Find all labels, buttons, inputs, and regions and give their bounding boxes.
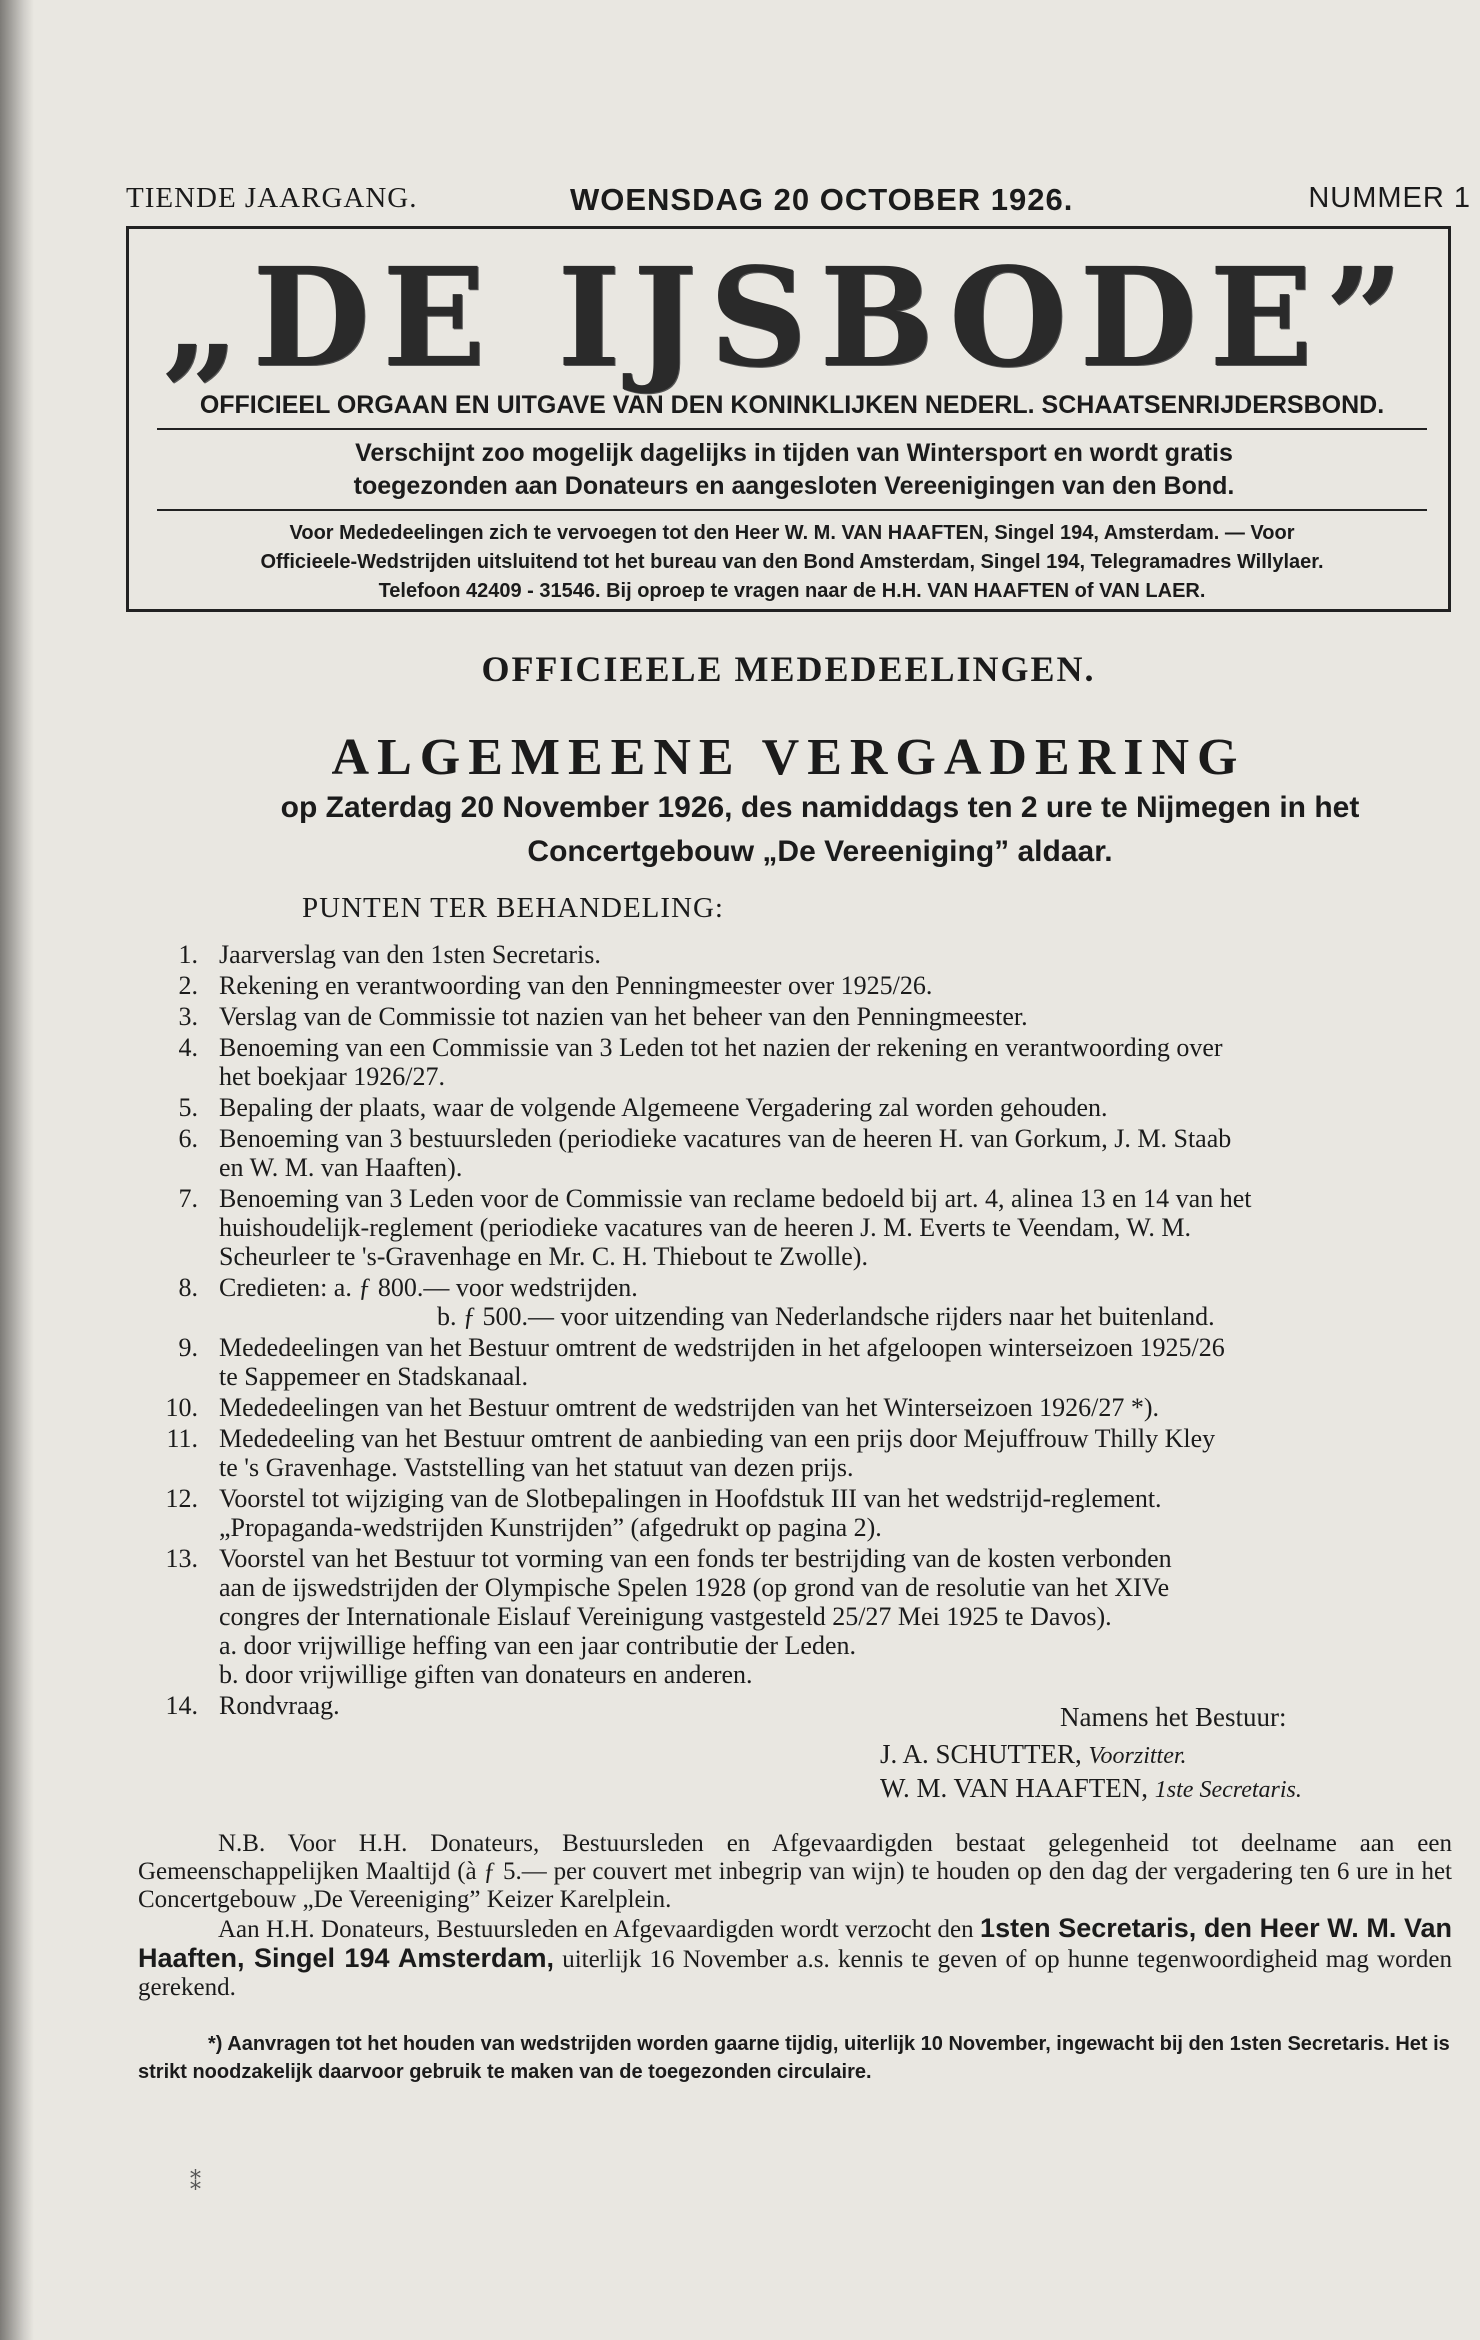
agenda-item-text: het boekjaar 1926/27.	[219, 1062, 445, 1091]
agenda-item	[126, 971, 1476, 1000]
masthead	[126, 226, 1451, 612]
nb-paragraph-1: N.B. Voor H.H. Donateurs, Bestuursleden en Afgevaardigden bestaat gelegenheid tot deelname aan een Gemeenschappelijken Maaltijd (à ƒ 5.— per couvert met inbegrip van wijn) te houden op den dag der vergadering ten 6 ure in het Concertgebouw „De Vereeniging” Keizer Karelplein.	[138, 1830, 1452, 1913]
agenda-item-number: 1.	[178, 940, 198, 969]
agenda-item-text: Bepaling der plaats, waar de volgende Algemeene Vergadering zal worden gehouden.	[219, 1093, 1108, 1122]
print-smudge-icon: ⁑	[190, 2170, 201, 2195]
appearance-note	[189, 437, 1399, 503]
agenda-item-text: Jaarverslag van den 1sten Secretaris.	[219, 940, 601, 969]
agenda-item-text: Scheurleer te 's-Gravenhage en Mr. C. H. Thiebout te Zwolle).	[219, 1242, 868, 1271]
nb-paragraph-2	[138, 1914, 1452, 2002]
agenda-item-number: 2.	[178, 971, 198, 1000]
meeting-title: ALGEMEENE VERGADERING	[331, 729, 1246, 786]
agenda-item-text: congres der Internationale Eislauf Vereinigung vastgesteld 25/27 Mei 1925 te Davos).	[219, 1602, 1112, 1631]
agenda-item	[126, 1424, 1476, 1482]
agenda-item	[126, 1124, 1476, 1182]
appearance-line-2: toegezonden aan Donateurs en aangesloten Vereenigingen van den Bond.	[353, 472, 1235, 500]
nb-paragraph-2-bold: 1sten Secretaris, den Heer W. M. Van Haaften, Singel 194 Amsterdam,	[138, 1913, 1453, 1973]
meeting-subtitle	[160, 786, 1480, 874]
section-title: OFFICIEELE MEDEDEELINGEN.	[481, 649, 1096, 689]
agenda-item	[126, 1033, 1476, 1091]
agenda-item	[126, 1093, 1476, 1122]
agenda-item-text: Rekening en verantwoording van den Penningmeester over 1925/26.	[219, 971, 933, 1000]
signer-2-role: 1ste Secretaris.	[1154, 1777, 1302, 1803]
agenda-item	[126, 1333, 1476, 1391]
issue-number: NUMMER 1	[1308, 182, 1471, 214]
contact-line-1: Voor Mededeelingen zich te vervoegen tot den Heer W. M. VAN HAAFTEN, Singel 194, Amsterdam. — Voor	[289, 522, 1295, 544]
signer-2	[880, 1772, 1302, 1806]
agenda-item	[126, 1484, 1476, 1542]
agenda-item-text: Benoeming van 3 bestuursleden (periodieke vacatures van de heeren H. van Gorkum, J. M. Staab	[219, 1124, 1232, 1153]
issue-date: WOENSDAG 20 OCTOBER 1926.	[570, 182, 1074, 217]
agenda-item-text: Mededeelingen van het Bestuur omtrent de wedstrijden van het Winterseizoen 1926/27 *).	[219, 1393, 1159, 1422]
agenda-item-number: 13.	[165, 1544, 198, 1573]
nb-note	[138, 1830, 1452, 2002]
issue-header	[126, 182, 1471, 228]
agenda-item	[126, 940, 1476, 969]
agenda-item-number: 5.	[178, 1093, 198, 1122]
agenda-item-text: Voorstel van het Bestuur tot vorming van een fonds ter bestrijding van de kosten verbonden	[219, 1544, 1172, 1573]
agenda-item-extra: b. ƒ 500.— voor uitzending van Nederlandsche rijders naar het buitenland.	[437, 1302, 1215, 1331]
agenda-item-text: aan de ijswedstrijden der Olympische Spelen 1928 (op grond van de resolutie van het XIVe	[219, 1573, 1170, 1602]
agenda-item-number: 7.	[178, 1184, 198, 1213]
signer-1-name: J. A. SCHUTTER,	[880, 1739, 1082, 1769]
page-edge-shadow	[0, 0, 34, 2340]
agenda-item-text: Verslag van de Commissie tot nazien van het beheer van den Penningmeester.	[219, 1002, 1028, 1031]
signer-1	[880, 1738, 1302, 1772]
newspaper-title: „DE IJSBODE”	[161, 238, 1416, 398]
masthead-divider	[157, 509, 1427, 511]
meeting-subtitle-line-1: op Zaterdag 20 November 1926, des namiddags ten 2 ure te Nijmegen in het	[280, 791, 1360, 824]
agenda-item-text: Benoeming van een Commissie van 3 Leden tot het nazien der rekening en verantwoording over	[219, 1033, 1223, 1062]
contact-line-3: Telefoon 42409 - 31546. Bij oproep te vragen naar de H.H. VAN HAAFTEN of VAN LAER.	[378, 580, 1206, 602]
agenda-item-number: 11.	[166, 1424, 198, 1453]
newspaper-page	[40, 0, 1471, 2340]
agenda-item-text: te 's Gravenhage. Vaststelling van het statuut van dezen prijs.	[219, 1453, 854, 1482]
agenda-item-number: 8.	[178, 1273, 198, 1302]
agenda-item-text: Credieten: a. ƒ 800.— voor wedstrijden.	[219, 1273, 638, 1302]
agenda-item	[126, 1002, 1476, 1031]
agenda-item-number: 4.	[178, 1033, 198, 1062]
agenda-item-text: „Propaganda-wedstrijden Kunstrijden” (afgedrukt op pagina 2).	[219, 1513, 882, 1542]
signoff-label: Namens het Bestuur:	[1060, 1702, 1287, 1732]
meeting-subtitle-line-2: Concertgebouw „De Vereeniging” aldaar.	[527, 835, 1113, 868]
agenda-item-number: 9.	[178, 1333, 198, 1362]
agenda-item-number: 10.	[165, 1393, 198, 1422]
points-heading: PUNTEN TER BEHANDELING:	[302, 892, 724, 924]
agenda-list	[126, 940, 1476, 1722]
agenda-item-text: Rondvraag.	[219, 1691, 340, 1720]
agenda-item	[126, 1184, 1476, 1271]
contact-info	[157, 519, 1427, 606]
volume-label: TIENDE JAARGANG.	[126, 182, 418, 214]
agenda-item	[126, 1273, 1476, 1331]
contact-line-2: Officieele-Wedstrijden uitsluitend tot het bureau van den Bond Amsterdam, Singel 194, Telegramadres Willylaer.	[260, 551, 1324, 573]
agenda-item-number: 12.	[165, 1484, 198, 1513]
agenda-item-text: Voorstel tot wijziging van de Slotbepalingen in Hoofdstuk III van het wedstrijd-reglement.	[219, 1484, 1162, 1513]
agenda-item	[126, 1393, 1476, 1422]
agenda-item-text: Mededeelingen van het Bestuur omtrent de wedstrijden in het afgeloopen winterseizoen 1925/26	[219, 1333, 1225, 1362]
signer-1-role: Voorzitter.	[1088, 1743, 1187, 1769]
agenda-item-number: 6.	[178, 1124, 198, 1153]
organisation-line: OFFICIEEL ORGAAN EN UITGAVE VAN DEN KONINKLIJKEN NEDERL. SCHAATSENRIJDERSBOND.	[157, 391, 1427, 430]
agenda-item-text: en W. M. van Haaften).	[219, 1153, 463, 1182]
footnote: *) Aanvragen tot het houden van wedstrijden worden gaarne tijdig, uiterlijk 10 November, ingewacht bij den 1sten Secretaris. Het is strikt noodzakelijk daarvoor gebruik te maken van de toegezonden circulaire.	[138, 2033, 1450, 2083]
signer-2-name: W. M. VAN HAAFTEN,	[880, 1773, 1149, 1803]
agenda-item-text: Benoeming van 3 Leden voor de Commissie van reclame bedoeld bij art. 4, alinea 13 en 14 van het	[219, 1184, 1252, 1213]
agenda-item-text: a. door vrijwillige heffing van een jaar contributie der Leden.	[219, 1631, 856, 1660]
agenda-item-text: Mededeeling van het Bestuur omtrent de aanbieding van een prijs door Mejuffrouw Thilly Kley	[219, 1424, 1216, 1453]
nb-paragraph-2-end: uiterlijk 16 November a.s. kennis te geven of op hunne tegenwoordigheid mag worden gerekend.	[138, 1946, 1452, 2001]
appearance-line-1: Verschijnt zoo mogelijk dagelijks in tijden van Wintersport en wordt gratis	[355, 439, 1233, 467]
agenda-item-number: 14.	[165, 1691, 198, 1720]
agenda-item-number: 3.	[178, 1002, 198, 1031]
agenda-item-text: huishoudelijk-reglement (periodieke vacatures van de heeren J. M. Everts te Veendam, W. M.	[219, 1213, 1192, 1242]
agenda-item-text: te Sappemeer en Stadskanaal.	[219, 1362, 528, 1391]
agenda-item	[126, 1544, 1476, 1689]
nb-paragraph-2-start: Aan H.H. Donateurs, Bestuursleden en Afgevaardigden wordt verzocht den	[218, 1916, 974, 1943]
agenda-item-text: b. door vrijwillige giften van donateurs en anderen.	[219, 1660, 753, 1689]
signers	[880, 1738, 1302, 1806]
